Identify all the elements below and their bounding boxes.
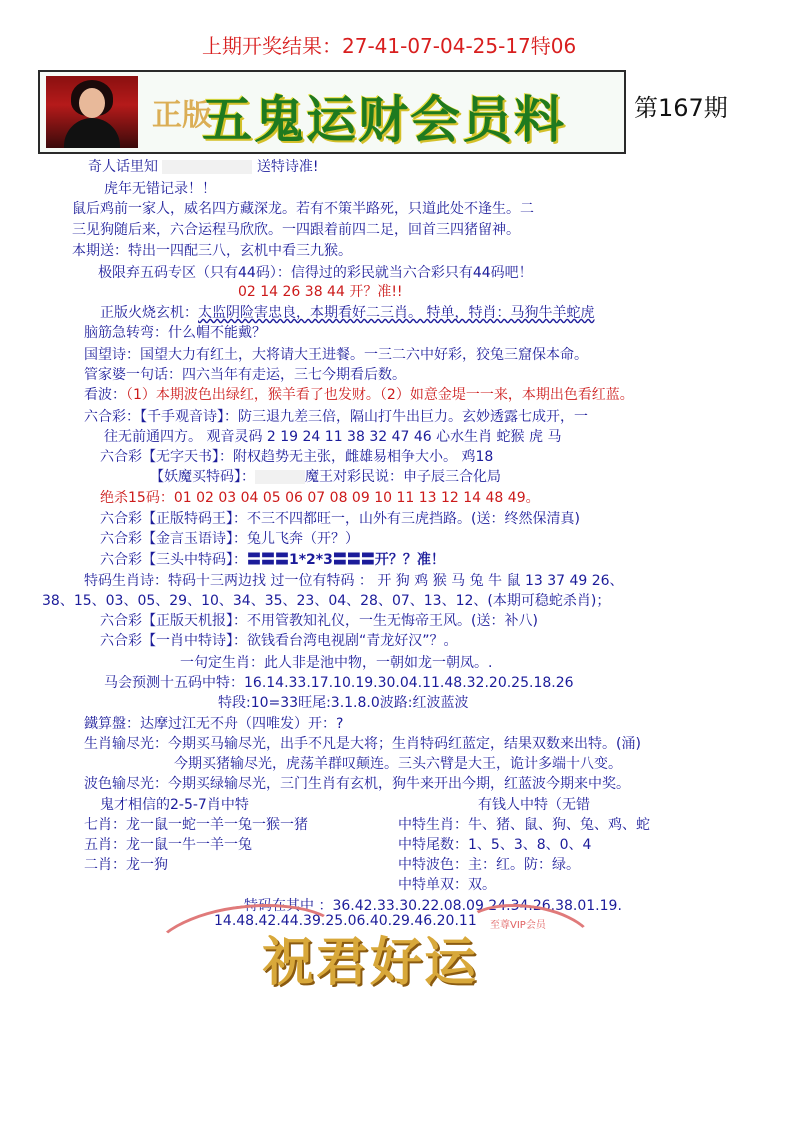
line-wave-lose: 波色输尽光：今期买绿输尽光，三门生肖有玄机，狗牛来开出今期，红蓝波今期来中奖。	[84, 776, 630, 792]
line-special-zodiac: 中特生肖：牛、猪、鼠、狗、兔、鸡、蛇	[398, 817, 650, 833]
vip-stamp-text: 至尊VIP会员	[490, 920, 546, 931]
line-seven-zodiac: 七肖：龙一鼠一蛇一羊一兔一猴一猪	[84, 817, 308, 833]
line-guanyin-2: 往无前通四方。 观音灵码 2 19 24 11 38 32 47 46 心水生肖 蛇猴 虎 马	[104, 429, 562, 445]
banner-title: 五鬼运财会员料	[202, 91, 566, 149]
last-draw-result: 上期开奖结果：27-41-07-04-25-17特06	[202, 34, 577, 58]
line-fire-mystery: 正版火烧玄机：太监阴险害忠良，本期看好二三肖。 特单，特肖：马狗牛羊蛇虎	[100, 305, 595, 321]
line-horse-15: 马会预测十五码中特：16.14.33.17.10.19.30.04.11.48.32.20.25.18.26	[104, 675, 574, 691]
line-yixiao: 六合彩【一肖中特诗】：欲钱看台湾电视剧“青龙好汉”？。	[100, 633, 458, 649]
line-housekeeper: 管家婆一句话：四六当年有走运，三七今期看后数。	[84, 367, 406, 383]
line-special-codes-2: 14.48.42.44.39.25.06.40.29.46.20.11	[214, 913, 477, 929]
line-shengxiao-poem-1: 特码生肖诗：特码十三两边找 过一位有特码 ： 开 狗 鸡 猴 马 兔 牛 鼠 13 37 49 26、	[84, 573, 624, 589]
line-kill-15: 绝杀15码：01 02 03 04 05 06 07 08 09 10 11 13 12 14 48 49。	[100, 490, 540, 506]
redacted-block	[255, 470, 305, 484]
line-rich-title: 有钱人中特（无错	[478, 797, 590, 813]
line-guanyin-1: 六合彩：【千手观音诗】：防三退九差三倍，隔山打牛出巨力。玄妙透露七成开，一	[84, 409, 588, 425]
line-tianjibao: 六合彩【正版天机报】：不用管教知礼仪，一生无悔帝王风。(送：补八)	[100, 613, 538, 629]
line-two-zodiac: 二肖：龙一狗	[84, 857, 168, 873]
line-wave-color: 看波：（1）本期波色出绿红，猴羊看了也发财。（2）如意金堤一一来，本期出色看红蓝。	[84, 387, 634, 403]
line-44-codes: 02 14 26 38 44 开？准!!	[238, 284, 403, 300]
line-special-codes-1: 特码在其中 ：36.42.33.30.22.08.09.24.34.26.38.01.19.	[244, 898, 622, 914]
portrait-photo	[46, 76, 138, 148]
line-riddle: 脑筋急转弯：什么帽不能戴？	[84, 325, 266, 341]
line-send: 本期送：特出一四配三八，玄机中看三九猴。	[72, 243, 352, 259]
line-segment: 特段:10=33旺尾:3.1.8.0波路:红波蓝波	[218, 695, 469, 711]
line-lose-2: 今期买猪输尽光，虎荡羊群叹颠连。三头六臂是大王，诡计多端十八变。	[174, 756, 622, 772]
line-special-wave: 中特波色：主：红。防：绿。	[398, 857, 580, 873]
line-yaomo: 【妖魔买特码】： 魔王对彩民说：申子辰三合化局	[150, 469, 501, 485]
redacted-block	[162, 160, 252, 174]
issue-number: 第167期	[634, 94, 728, 122]
line-special-odd-even: 中特单双：双。	[398, 877, 496, 893]
header-banner	[38, 70, 626, 154]
good-luck-logo: 祝君好运	[262, 932, 479, 993]
line-jinyan: 六合彩【金言玉语诗】：兔儿飞奔（开？）	[100, 531, 359, 547]
line-santou: 六合彩【三头中特码】：〓〓〓1*2*3〓〓〓开？？准！	[100, 552, 445, 568]
banner-seal-mark: 正版	[152, 98, 212, 133]
line-guowang-poem: 国望诗：国望大力有红土，大将请大王进餐。一三二六中好彩，狡兔三窟保本命。	[84, 347, 588, 363]
line-lose-1: 生肖输尽光：今期买马输尽光，出手不凡是大将；生肖特码红蓝定，结果双数来出特。(涌)	[84, 736, 641, 752]
line-one-sentence: 一句定生肖：此人非是池中物，一朝如龙一朝凤。.	[180, 655, 493, 671]
line-wuzi-tianshu: 六合彩【无字天书】：附权趋势无主张，雌雄易相争大小。 鸡18	[100, 449, 494, 465]
line-shengxiao-poem-2: 38、15、03、05、29、10、34、35、23、04、28、07、13、12、(本期可稳蛇杀肖)；	[42, 593, 611, 609]
line-poem-1: 鼠后鸡前一家人，威名四方藏深龙。若有不策半路死，只道此处不逢生。二	[72, 201, 534, 217]
line-tema-wang: 六合彩【正版特码王】：不三不四都旺一，山外有三虎挡路。(送：终然保清真)	[100, 511, 580, 527]
line-44-codes-title: 极限弃五码专区（只有44码）：信得过的彩民就当六合彩只有44码吧！	[98, 265, 533, 281]
line-poem-intro: 奇人话里知 送特诗准!	[88, 159, 319, 175]
line-special-tail: 中特尾数：1、5、3、8、0、4	[398, 837, 592, 853]
line-five-zodiac: 五肖：龙一鼠一牛一羊一兔	[84, 837, 252, 853]
line-poem-2: 三见狗随后来，六合运程马欣欣。一四跟着前四二足，回首三四猪留神。	[72, 222, 520, 238]
line-iron-abacus: 鐵算盤：达摩过江无不舟（四唯发）开：?	[84, 716, 344, 732]
line-record: 虎年无错记录！！	[104, 181, 216, 197]
line-257-title: 鬼才相信的2-5-7肖中特	[100, 797, 249, 813]
